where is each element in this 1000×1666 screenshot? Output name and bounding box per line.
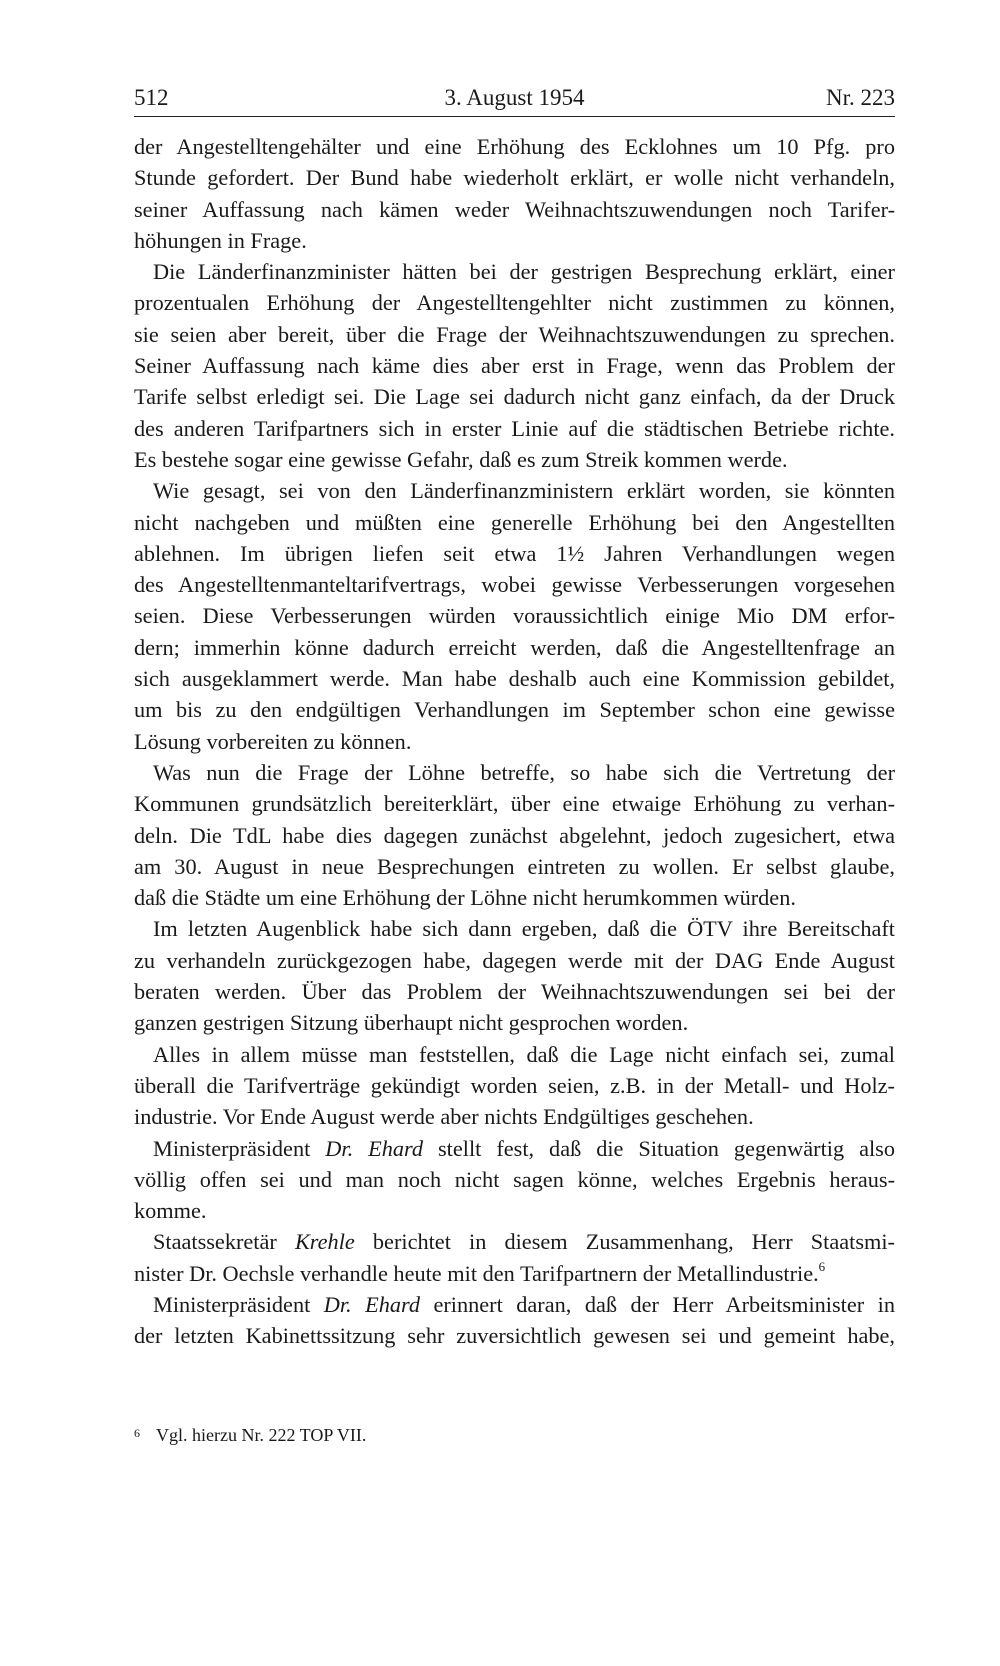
footnote-reference[interactable]: 6 bbox=[818, 1258, 826, 1274]
text-line: ganzen gestrigen Sitzung überhaupt nicht gesprochen worden. bbox=[134, 1010, 689, 1036]
text-line: höhungen in Frage. bbox=[134, 227, 307, 253]
paragraph bbox=[134, 1039, 895, 1133]
text-line: des Angestelltenmanteltarifvertrags, wobei gewisse Verbesserungen vorgesehen bbox=[134, 572, 895, 598]
text-line: komme. bbox=[134, 1198, 207, 1224]
paragraph bbox=[134, 475, 895, 757]
text-line: Alles in allem müsse man feststellen, daß die Lage nicht einfach sei, zumal bbox=[153, 1041, 895, 1067]
text-line: Ministerpräsident Dr. Ehard erinnert daran, daß der Herr Arbeitsminister in bbox=[153, 1291, 895, 1317]
text-line: Wie gesagt, sei von den Länderfinanzministern erklärt worden, sie könnten bbox=[153, 478, 895, 504]
paragraph bbox=[134, 913, 895, 1038]
paragraph bbox=[134, 1133, 895, 1227]
text-line: Kommunen grundsätzlich bereiterklärt, über eine etwaige Erhöhung zu verhan- bbox=[134, 791, 895, 817]
text-line: ablehnen. Im übrigen liefen seit etwa 1½ Jahren Verhandlungen wegen bbox=[134, 540, 895, 566]
text-line: der letzten Kabinettssitzung sehr zuversichtlich gewesen sei und gemeint habe, bbox=[134, 1323, 895, 1349]
paragraph bbox=[134, 256, 895, 475]
text-line: der Angestelltengehälter und eine Erhöhung des Ecklohnes um 10 Pfg. pro bbox=[134, 134, 895, 159]
footnote bbox=[134, 1423, 366, 1447]
text-line: industrie. Vor Ende August werde aber nichts Endgültiges geschehen. bbox=[134, 1104, 754, 1130]
text-line: Staatssekretär Krehle berichtet in diesem Zusammenhang, Herr Staatsmi- bbox=[153, 1229, 895, 1255]
text-line: Ministerpräsident Dr. Ehard stellt fest, daß die Situation gegenwärtig also bbox=[153, 1135, 895, 1161]
text-line: dern; immerhin könne dadurch erreicht werden, daß die Angestelltenfrage an bbox=[134, 634, 895, 660]
text-line: Seiner Auffassung nach käme dies aber erst in Frage, wenn das Problem der bbox=[134, 353, 895, 379]
text-line: Es bestehe sogar eine gewisse Gefahr, daß es zum Streik kommen werde. bbox=[134, 446, 788, 472]
text-line: seiner Auffassung nach kämen weder Weihnachtszuwendungen noch Tarifer- bbox=[134, 196, 895, 222]
page-number: 512 bbox=[134, 85, 169, 110]
document-number: Nr. 223 bbox=[826, 85, 895, 110]
text-line: Die Länderfinanzminister hätten bei der gestrigen Besprechung erklärt, einer bbox=[153, 259, 895, 285]
footnote-text: Vgl. hierzu Nr. 222 TOP VII. bbox=[156, 1425, 367, 1445]
text-line: zu verhandeln zurückgezogen habe, dagegen werde mit der DAG Ende August bbox=[134, 947, 895, 973]
text-line: um bis zu den endgültigen Verhandlungen im September schon eine gewisse bbox=[134, 697, 895, 723]
text-line: völlig offen sei und man noch nicht sagen könne, welches Ergebnis heraus- bbox=[134, 1166, 895, 1192]
person-name: Dr. Ehard bbox=[323, 1291, 421, 1317]
text-line: daß die Städte um eine Erhöhung der Löhne nicht herumkommen würden. bbox=[134, 885, 796, 911]
text-line: prozentualen Erhöhung der Angestelltengehlter nicht zustimmen zu können, bbox=[134, 290, 895, 316]
person-name: Dr. Ehard bbox=[325, 1135, 424, 1161]
paragraph bbox=[134, 757, 895, 913]
text-line: beraten werden. Über das Problem der Weihnachtszuwendungen sei bei der bbox=[134, 979, 895, 1005]
text-line: seien. Diese Verbesserungen würden voraussichtlich einige Mio DM erfor- bbox=[134, 603, 895, 629]
paragraph bbox=[134, 1289, 895, 1352]
body-text bbox=[134, 131, 895, 1352]
text-line: nicht nachgeben und müßten eine generelle Erhöhung bei den Angestellten bbox=[134, 509, 895, 535]
text-line: Tarife selbst erledigt sei. Die Lage sei dadurch nicht ganz einfach, da der Druck bbox=[134, 384, 895, 410]
person-name: Krehle bbox=[294, 1229, 355, 1255]
header-date: 3. August 1954 bbox=[444, 85, 585, 110]
text-line: des anderen Tarifpartners sich in erster Linie auf die städtischen Betriebe richte. bbox=[134, 415, 895, 441]
paragraph bbox=[134, 131, 895, 256]
text-line: am 30. August in neue Besprechungen eintreten zu wollen. Er selbst glaube, bbox=[134, 853, 895, 879]
text-line: nister Dr. Oechsle verhandle heute mit den Tarifpartnern der Metallindustrie.$^6$ bbox=[134, 1258, 826, 1286]
text-line: Im letzten Augenblick habe sich dann ergeben, daß die ÖTV ihre Bereitschaft bbox=[153, 916, 895, 942]
text-line: überall die Tarifverträge gekündigt worden seien, z.B. in der Metall- und Holz- bbox=[134, 1072, 895, 1098]
paragraph bbox=[134, 1226, 895, 1289]
footnote-mark: 6 bbox=[134, 1426, 140, 1440]
text-line: Lösung vorbereiten zu können. bbox=[134, 728, 412, 754]
text-line: sie seien aber bereit, über die Frage der Weihnachtszuwendungen zu sprechen. bbox=[134, 321, 895, 347]
text-line: sich ausgeklammert werde. Man habe deshalb auch eine Kommission gebildet, bbox=[134, 666, 895, 692]
text-line: Stunde gefordert. Der Bund habe wiederholt erklärt, er wolle nicht verhandeln, bbox=[134, 165, 895, 191]
text-line: deln. Die TdL habe dies dagegen zunächst abgelehnt, jedoch zugesichert, etwa bbox=[134, 822, 895, 848]
text-line: Was nun die Frage der Löhne betreffe, so habe sich die Vertretung der bbox=[153, 759, 895, 785]
footnotes bbox=[134, 1423, 366, 1447]
running-header bbox=[134, 84, 895, 117]
